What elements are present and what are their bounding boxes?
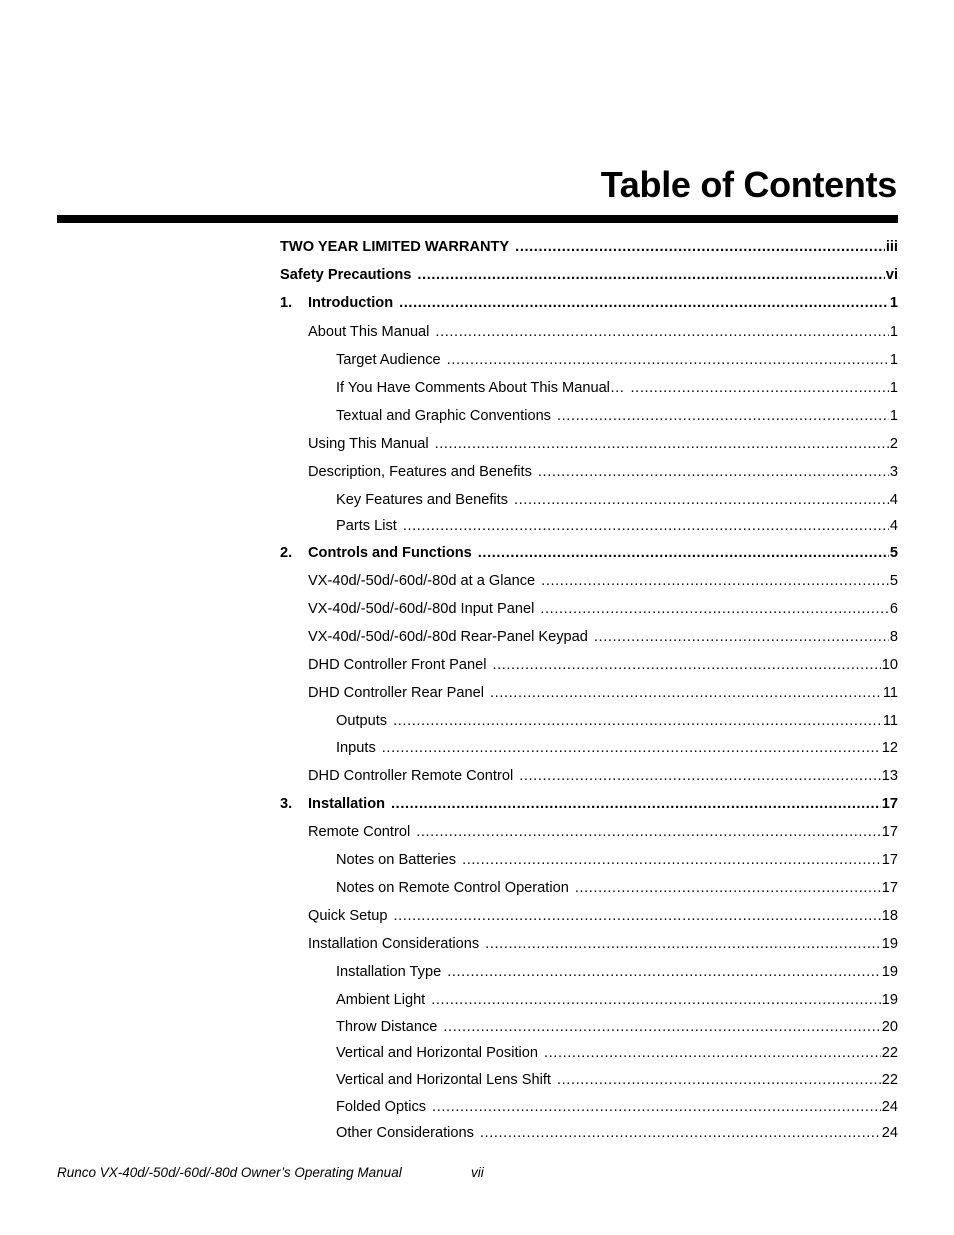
toc-dot-leader (541, 567, 889, 595)
toc-subsection-entry[interactable] (280, 486, 898, 514)
toc-section-entry[interactable] (280, 762, 898, 790)
toc-entry-page-number: 11 (882, 713, 898, 729)
toc-subsection-entry[interactable] (280, 1119, 898, 1147)
toc-entry-page-number: 4 (889, 518, 898, 534)
toc-section-entry[interactable] (280, 430, 898, 458)
toc-entry-title: DHD Controller Remote Control (308, 768, 514, 784)
toc-entry-page-number: 19 (881, 964, 898, 980)
toc-dot-leader (515, 233, 885, 261)
toc-subsection-entry[interactable] (280, 958, 898, 986)
toc-entry-page-number: 17 (881, 852, 898, 868)
toc-entry-title: About This Manual (308, 324, 430, 340)
toc-entry-page-number: 3 (889, 464, 898, 480)
toc-section-entry[interactable] (280, 679, 898, 707)
toc-dot-leader (485, 930, 881, 958)
toc-subsection-entry[interactable] (280, 846, 898, 874)
toc-entry-title: VX-40d/-50d/-60d/-80d Input Panel (308, 601, 535, 617)
toc-subsection-entry[interactable] (280, 346, 898, 374)
toc-subsection-entry[interactable] (280, 512, 898, 540)
toc-section-entry[interactable] (280, 902, 898, 930)
toc-entry-title: Parts List (336, 518, 397, 534)
toc-chapter-entry[interactable] (280, 790, 898, 818)
toc-entry-page-number: 1 (889, 380, 898, 396)
toc-subsection-entry[interactable] (280, 1013, 898, 1041)
toc-entry-title: Vertical and Horizontal Position (336, 1045, 538, 1061)
toc-section-entry[interactable] (280, 623, 898, 651)
toc-section-entry[interactable] (280, 818, 898, 846)
toc-subsection-entry[interactable] (280, 1066, 898, 1094)
toc-entry-page-number: 1 (889, 408, 898, 424)
toc-entry-title: Notes on Batteries (336, 852, 457, 868)
toc-dot-leader (631, 374, 889, 402)
toc-entry-title: Ambient Light (336, 992, 426, 1008)
page-title: Table of Contents (600, 164, 897, 205)
toc-dot-leader (391, 790, 881, 818)
toc-entry-title: Other Considerations (336, 1125, 474, 1141)
toc-entry-page-number: 22 (881, 1045, 898, 1061)
toc-entry-page-number: 5 (889, 545, 898, 561)
toc-entry-title: Introduction (308, 295, 394, 311)
toc-entry-page-number: 5 (889, 573, 898, 589)
toc-dot-leader (594, 623, 889, 651)
toc-subsection-entry[interactable] (280, 707, 898, 735)
toc-entry-title: DHD Controller Front Panel (308, 657, 487, 673)
toc-subsection-entry[interactable] (280, 1039, 898, 1067)
toc-entry-page-number: 8 (889, 629, 898, 645)
toc-section-entry[interactable] (280, 458, 898, 486)
toc-entry-title: VX-40d/-50d/-60d/-80d at a Glance (308, 573, 536, 589)
toc-subsection-entry[interactable] (280, 734, 898, 762)
toc-dot-leader (462, 846, 881, 874)
toc-dot-leader (432, 1093, 881, 1121)
toc-section-entry[interactable] (280, 318, 898, 346)
toc-dot-leader (519, 762, 881, 790)
toc-dot-leader (540, 595, 889, 623)
toc-dot-leader (399, 289, 889, 317)
toc-dot-leader (435, 318, 888, 346)
toc-entry-number: 3. (280, 796, 293, 812)
toc-entry-page-number: 1 (889, 352, 898, 368)
toc-entry-page-number: 1 (889, 324, 898, 340)
toc-chapter-entry[interactable] (280, 261, 898, 289)
toc-section-entry[interactable] (280, 567, 898, 595)
toc-dot-leader (417, 261, 884, 289)
toc-entry-title: Key Features and Benefits (336, 492, 508, 508)
toc-entry-page-number: 24 (881, 1099, 898, 1115)
toc-chapter-entry[interactable] (280, 233, 898, 261)
toc-dot-leader (544, 1039, 881, 1067)
toc-entry-title: Folded Optics (336, 1099, 427, 1115)
toc-entry-title: Installation Considerations (308, 936, 480, 952)
toc-entry-title: Vertical and Horizontal Lens Shift (336, 1072, 551, 1088)
toc-entry-page-number: 6 (889, 601, 898, 617)
toc-entry-title: Controls and Functions (308, 545, 472, 561)
toc-entry-title: Notes on Remote Control Operation (336, 880, 569, 896)
toc-dot-leader (538, 458, 889, 486)
toc-chapter-entry[interactable] (280, 289, 898, 317)
toc-entry-title: Remote Control (308, 824, 411, 840)
toc-dot-leader (403, 512, 889, 540)
toc-entry-title: Target Audience (336, 352, 441, 368)
toc-dot-leader (431, 986, 881, 1014)
toc-subsection-entry[interactable] (280, 374, 898, 402)
table-of-contents (280, 233, 898, 1157)
toc-entry-title: Throw Distance (336, 1019, 438, 1035)
toc-subsection-entry[interactable] (280, 986, 898, 1014)
toc-entry-title: Inputs (336, 740, 376, 756)
toc-chapter-entry[interactable] (280, 539, 898, 567)
toc-entry-page-number: 10 (881, 657, 898, 673)
toc-entry-page-number: 13 (881, 768, 898, 784)
toc-entry-page-number: 2 (889, 436, 898, 452)
toc-entry-title: Textual and Graphic Conventions (336, 408, 551, 424)
toc-section-entry[interactable] (280, 595, 898, 623)
toc-entry-title: VX-40d/-50d/-60d/-80d Rear-Panel Keypad (308, 629, 588, 645)
toc-entry-title: TWO YEAR LIMITED WARRANTY (280, 239, 510, 255)
toc-subsection-entry[interactable] (280, 874, 898, 902)
toc-entry-page-number: 20 (881, 1019, 898, 1035)
footer-page-number: vii (471, 1165, 484, 1180)
toc-dot-leader (478, 539, 889, 567)
toc-dot-leader (416, 818, 881, 846)
toc-dot-leader (394, 902, 881, 930)
toc-entry-title: Safety Precautions (280, 267, 412, 283)
toc-dot-leader (435, 430, 889, 458)
toc-entry-page-number: 1 (889, 295, 898, 311)
toc-dot-leader (447, 346, 889, 374)
toc-entry-title: Installation Type (336, 964, 442, 980)
toc-entry-page-number: 4 (889, 492, 898, 508)
toc-entry-number: 1. (280, 295, 293, 311)
toc-dot-leader (447, 958, 881, 986)
toc-section-entry[interactable] (280, 651, 898, 679)
toc-entry-page-number: iii (885, 239, 898, 255)
toc-subsection-entry[interactable] (280, 1093, 898, 1121)
toc-entry-title: Quick Setup (308, 908, 388, 924)
toc-dot-leader (393, 707, 882, 735)
toc-entry-page-number: vi (885, 267, 898, 283)
toc-entry-title: Outputs (336, 713, 388, 729)
toc-entry-page-number: 18 (881, 908, 898, 924)
toc-entry-title: Installation (308, 796, 386, 812)
title-divider (57, 215, 898, 223)
toc-entry-page-number: 12 (881, 740, 898, 756)
toc-subsection-entry[interactable] (280, 402, 898, 430)
footer-manual-title: Runco VX-40d/-50d/-60d/-80d Owner’s Operating Manual (57, 1165, 402, 1180)
toc-dot-leader (514, 486, 889, 514)
toc-entry-page-number: 22 (881, 1072, 898, 1088)
toc-dot-leader (490, 679, 882, 707)
toc-entry-number: 2. (280, 545, 293, 561)
toc-dot-leader (557, 402, 889, 430)
toc-entry-title: If You Have Comments About This Manual… (336, 380, 625, 396)
toc-entry-page-number: 17 (881, 880, 898, 896)
toc-entry-title: DHD Controller Rear Panel (308, 685, 485, 701)
toc-entry-title: Using This Manual (308, 436, 429, 452)
toc-dot-leader (492, 651, 880, 679)
toc-dot-leader (443, 1013, 880, 1041)
toc-dot-leader (480, 1119, 881, 1147)
toc-dot-leader (575, 874, 881, 902)
toc-dot-leader (382, 734, 881, 762)
toc-entry-page-number: 11 (882, 685, 898, 701)
toc-section-entry[interactable] (280, 930, 898, 958)
toc-dot-leader (557, 1066, 881, 1094)
toc-entry-title: Description, Features and Benefits (308, 464, 532, 480)
toc-entry-page-number: 17 (881, 824, 898, 840)
toc-entry-page-number: 17 (881, 796, 898, 812)
toc-entry-page-number: 19 (881, 992, 898, 1008)
toc-entry-page-number: 19 (881, 936, 898, 952)
toc-entry-page-number: 24 (881, 1125, 898, 1141)
